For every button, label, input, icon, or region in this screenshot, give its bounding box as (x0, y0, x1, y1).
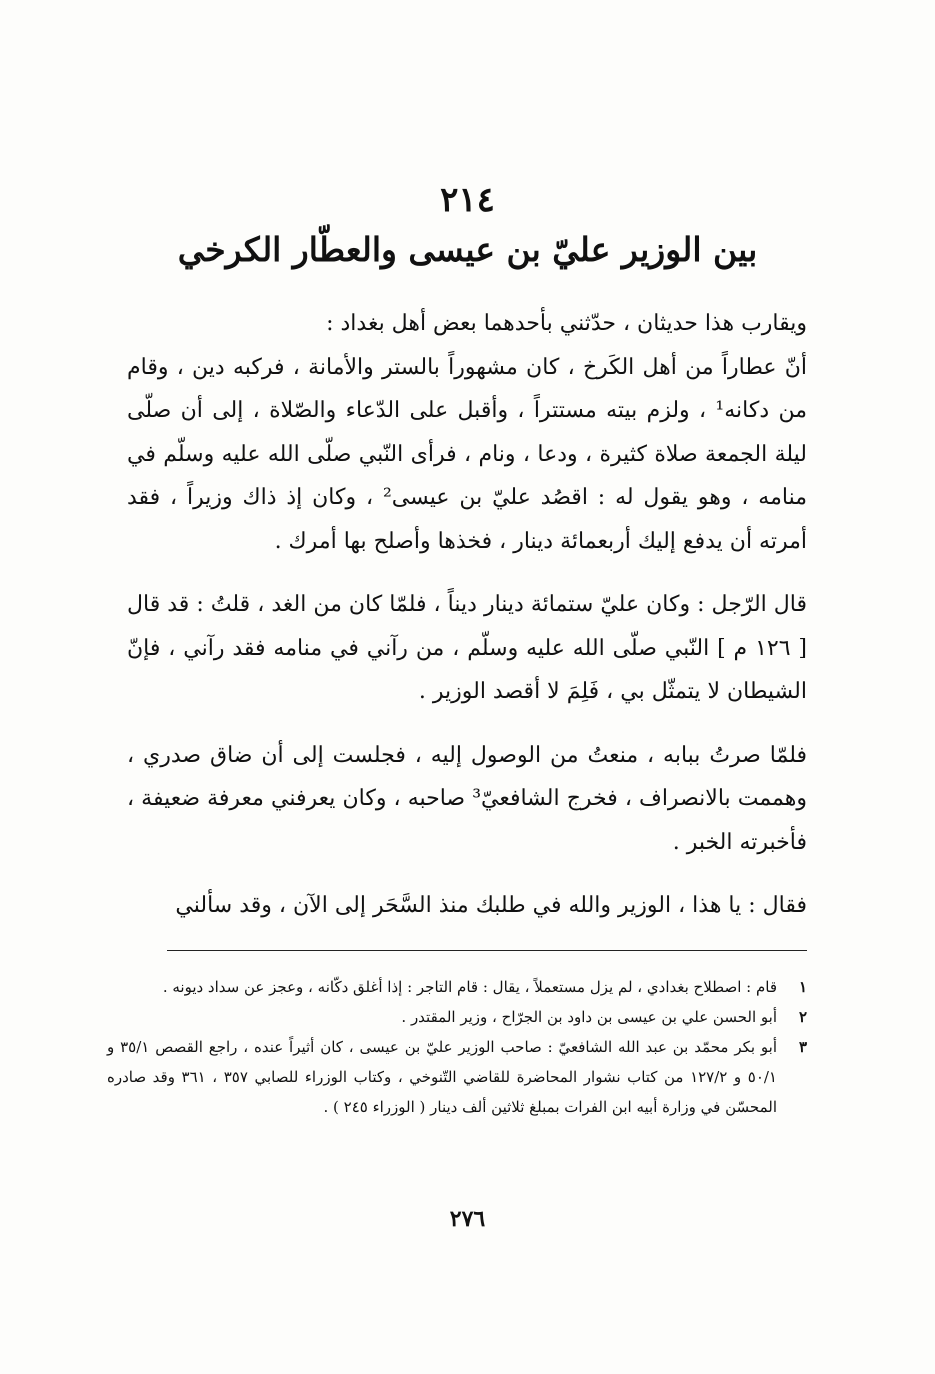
paragraph: فقال : يا هذا ، الوزير والله في طلبك منذ السَّحَر إلى الآن ، وقد سألني (175, 893, 807, 918)
footnote-item (107, 1032, 807, 1122)
paragraph: ويقارب هذا حديثان ، حدّثني بأحدهما بعض أهل بغداد : (326, 311, 807, 336)
paragraph: أنّ عطاراً من أهل الكَرخ ، كان مشهوراً بالستر والأمانة ، فركبه دين ، وقام من دكانه¹ ، ولزم بيته مستتراً ، وأقبل على الدّعاء والصّلاة ، إلى أن صلّى ليلة الجمعة صلاة كثيرة ، ودعا ، ونام ، فرأى النّبي صلّى الله عليه وسلّم في منامه ، وهو يقول له : اقصُد عليّ بن عيسى² ، وكان إذ ذاك وزيراً ، فقد أمرته أن يدفع إليك أربعمائة دينار ، فخذها وأصلح بها أمرك . (127, 354, 807, 554)
story-number: ٢١٤ (440, 180, 495, 220)
paragraph: قال الرّجل : وكان عليّ ستمائة دينار ديناً ، فلمّا كان من الغد ، قلتُ : قد قال [ ١٢٦ م ] النّبي صلّى الله عليه وسلّم ، من رآني في منامه فقد رآني ، فإنّ الشيطان لا يتمثّل بي ، فَلِمَ لا أقصد الوزير . (127, 592, 807, 704)
footnote-item (107, 972, 807, 1002)
footnote-item (107, 1002, 807, 1032)
body-text (127, 302, 807, 928)
paragraph: فلمّا صرتُ ببابه ، منعتُ من الوصول إليه ، فجلست إلى أن ضاق صدري ، وهممت بالانصراف ، فخرج الشافعيّ³ صاحبه ، وكان يعرفني معرفة ضعيفة ، فأخبرته الخبر . (127, 742, 807, 855)
footnote-number: ٣ (798, 1038, 807, 1056)
footnote-number: ١ (798, 978, 807, 996)
footnote-text: أبو الحسن علي بن عيسى بن داود بن الجرّاح ، وزير المقتدر . (401, 1008, 777, 1026)
footnote-number: ٢ (798, 1008, 807, 1026)
story-title: بين الوزير عليّ بن عيسى والعطّار الكرخي (177, 230, 758, 269)
footnote-text: قام : اصطلاح بغدادي ، لم يزل مستعملاً ، يقال : قام التاجر : إذا أغلق دكّانه ، وعجز عن سداد ديونه . (162, 978, 777, 996)
footnote-divider (167, 950, 807, 951)
footnote-text: أبو بكر محمّد بن عبد الله الشافعيّ : صاحب الوزير عليّ بن عيسى ، كان أثيراً عنده ، راجع القصص ٣٥/١ و ٥٠/١ و ١٢٧/٢ من كتاب نشوار المحاضرة للقاضي التّنوخي ، وكتاب الوزراء للصابي ٣٥٧ ، ٣٦١ وقد صادره المحسّن في وزارة أبيه ابن الفرات بمبلغ ثلاثين ألف دينار ( الوزراء ٢٤٥ ) . (107, 1038, 778, 1116)
footnotes (107, 972, 807, 1122)
page-number: ٢٧٦ (449, 1206, 486, 1232)
